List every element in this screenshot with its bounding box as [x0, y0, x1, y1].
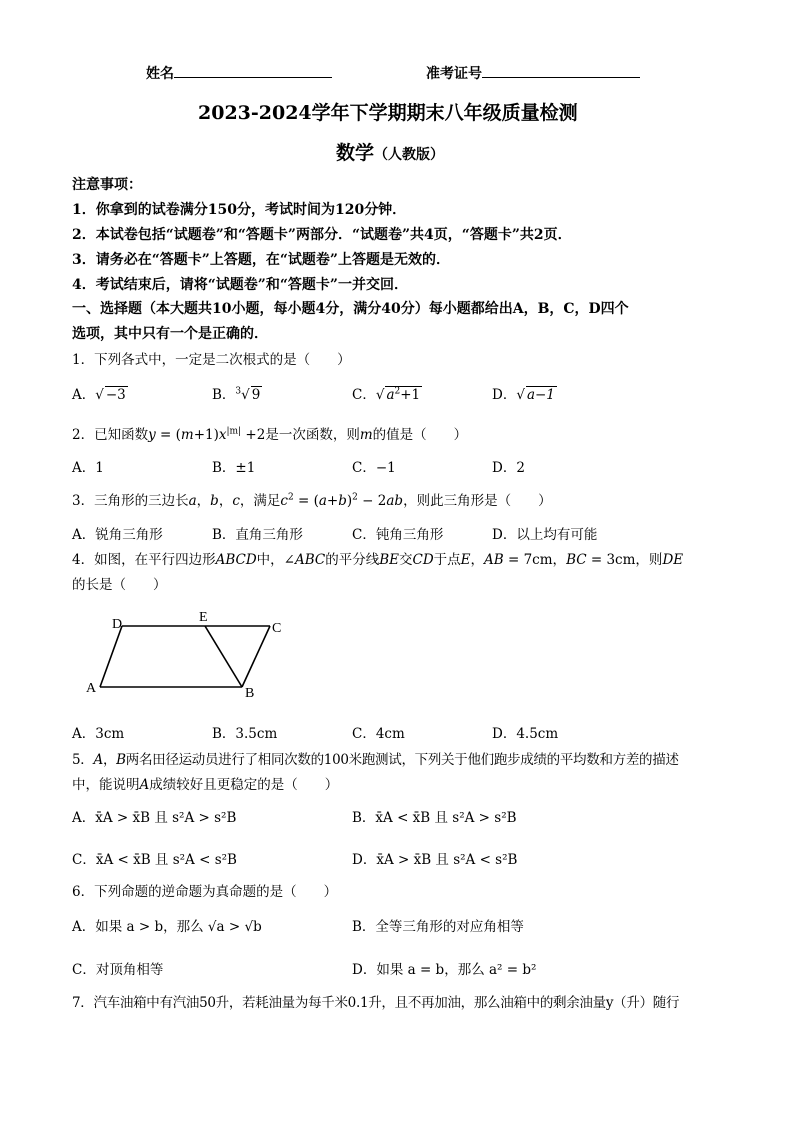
edition-label: （人教版） [374, 147, 445, 163]
q1-option-a[interactable]: A．√ −3 [72, 387, 126, 403]
q4-option-d[interactable]: D．4.5cm [492, 726, 559, 742]
label-d: D [112, 617, 123, 632]
label-a: A [86, 681, 97, 696]
exam-number-label: 准考证号 [426, 66, 482, 82]
notice-item-3: 3．请务必在“答题卡”上答题，在“试题卷”上答题是无效的． [72, 252, 450, 268]
q6-stem: 6．下列命题的逆命题为真命题的是（ ） [72, 884, 338, 900]
name-field [146, 63, 332, 83]
q5-option-c[interactable]: C．x̄A < x̄B 且 s²A < s²B [72, 852, 237, 868]
q3-stem: 3．三角形的三边长a，b，c，满足$c^2 = (a+b)^2 - 2ab$，则此三角形是（ ） [72, 492, 552, 509]
q4-option-b[interactable]: B．3.5cm [212, 726, 278, 742]
section-heading-line2: 选项，其中只有一个是正确的． [72, 326, 268, 342]
q1-option-d[interactable]: D．√ a−1 [492, 387, 555, 403]
label-b: B [245, 686, 255, 701]
q6-option-d[interactable]: D．如果 a = b，那么 a² = b² [352, 962, 537, 978]
segment-ad [100, 626, 122, 687]
q2-stem: 2．已知函数$y = (m+1)x^{|m|} +2$是一次函数，则m的值是（ ） [72, 426, 468, 443]
q2-option-a[interactable]: A．1 [72, 460, 104, 476]
name-label: 姓名 [146, 66, 174, 82]
segment-be [205, 626, 242, 687]
notice-heading: 注意事项： [72, 177, 142, 193]
exam-number-blank[interactable] [482, 63, 640, 78]
notice-item-2: 2．本试卷包括“试题卷”和“答题卡”两部分．“试题卷”共4页，“答题卡”共2页． [72, 227, 572, 243]
q5-stem-line1: 5．A，B两名田径运动员进行了相同次数的100米跑测试，下列关于他们跑步成绩的平均数和方差的描述 [72, 752, 679, 768]
q5-option-b[interactable]: B．x̄A < x̄B 且 s²A > s²B [352, 810, 517, 826]
q7-stem-line1: 7．汽车油箱中有汽油50升，若耗油量为每千米0.1升，且不再加油，那么油箱中的剩余油量y（升）随行 [72, 995, 680, 1011]
q2-option-d[interactable]: D．2 [492, 460, 525, 476]
label-e: E [199, 610, 208, 625]
q5-option-d[interactable]: D．x̄A > x̄B 且 s²A < s²B [352, 852, 518, 868]
q5-stem-line2: 中，能说明A成绩较好且更稳定的是（ ） [72, 777, 339, 793]
label-c: C [272, 621, 282, 636]
name-blank[interactable] [174, 63, 332, 78]
notice-item-1: 1．你拿到的试卷满分150分，考试时间为120分钟． [72, 202, 407, 218]
q6-option-b[interactable]: B．全等三角形的对应角相等 [352, 919, 524, 935]
q1-option-c[interactable]: C．√ $a^2+1$ [352, 386, 421, 403]
q6-option-a[interactable]: A．如果 a > b，那么 √a > √b [72, 919, 262, 935]
q3-option-b[interactable]: B．直角三角形 [212, 527, 303, 543]
q3-option-a[interactable]: A．锐角三角形 [72, 527, 163, 543]
q1-stem: 1．下列各式中，一定是二次根式的是（ ） [72, 352, 351, 368]
page-title: 2023-2024学年下学期期末八年级质量检测 [198, 102, 578, 124]
q2-option-c[interactable]: C．−1 [352, 460, 396, 476]
segment-bc [242, 626, 270, 687]
q3-option-c[interactable]: C．钝角三角形 [352, 527, 444, 543]
q3-option-d[interactable]: D．以上均有可能 [492, 527, 598, 543]
q2-option-b[interactable]: B．±1 [212, 460, 256, 476]
q4-stem-line2: 的长是（ ） [72, 577, 167, 593]
exam-number-field [426, 63, 640, 83]
q4-option-a[interactable]: A．3cm [72, 726, 125, 742]
q4-stem: 4．如图，在平行四边形ABCD中，∠ABC的平分线BE交CD于点E，AB = 7cm，BC = 3cm，则DE [72, 552, 684, 568]
q4-option-c[interactable]: C．4cm [352, 726, 405, 742]
parallelogram-figure [82, 606, 292, 702]
subject-name: 数学 [336, 142, 375, 164]
q5-option-a[interactable]: A．x̄A > x̄B 且 s²A > s²B [72, 810, 237, 826]
q6-option-c[interactable]: C．对顶角相等 [72, 962, 164, 978]
notice-item-4: 4．考试结束后，请将“试题卷”和“答题卡”一并交回． [72, 277, 408, 293]
q1-option-b[interactable]: B．$^3$√ 9 [212, 386, 261, 403]
subject-title [336, 138, 444, 165]
section-heading-line1: 一、选择题（本大题共10小题，每小题4分，满分40分）每小题都给出A，B，C，D四个 [72, 301, 629, 317]
